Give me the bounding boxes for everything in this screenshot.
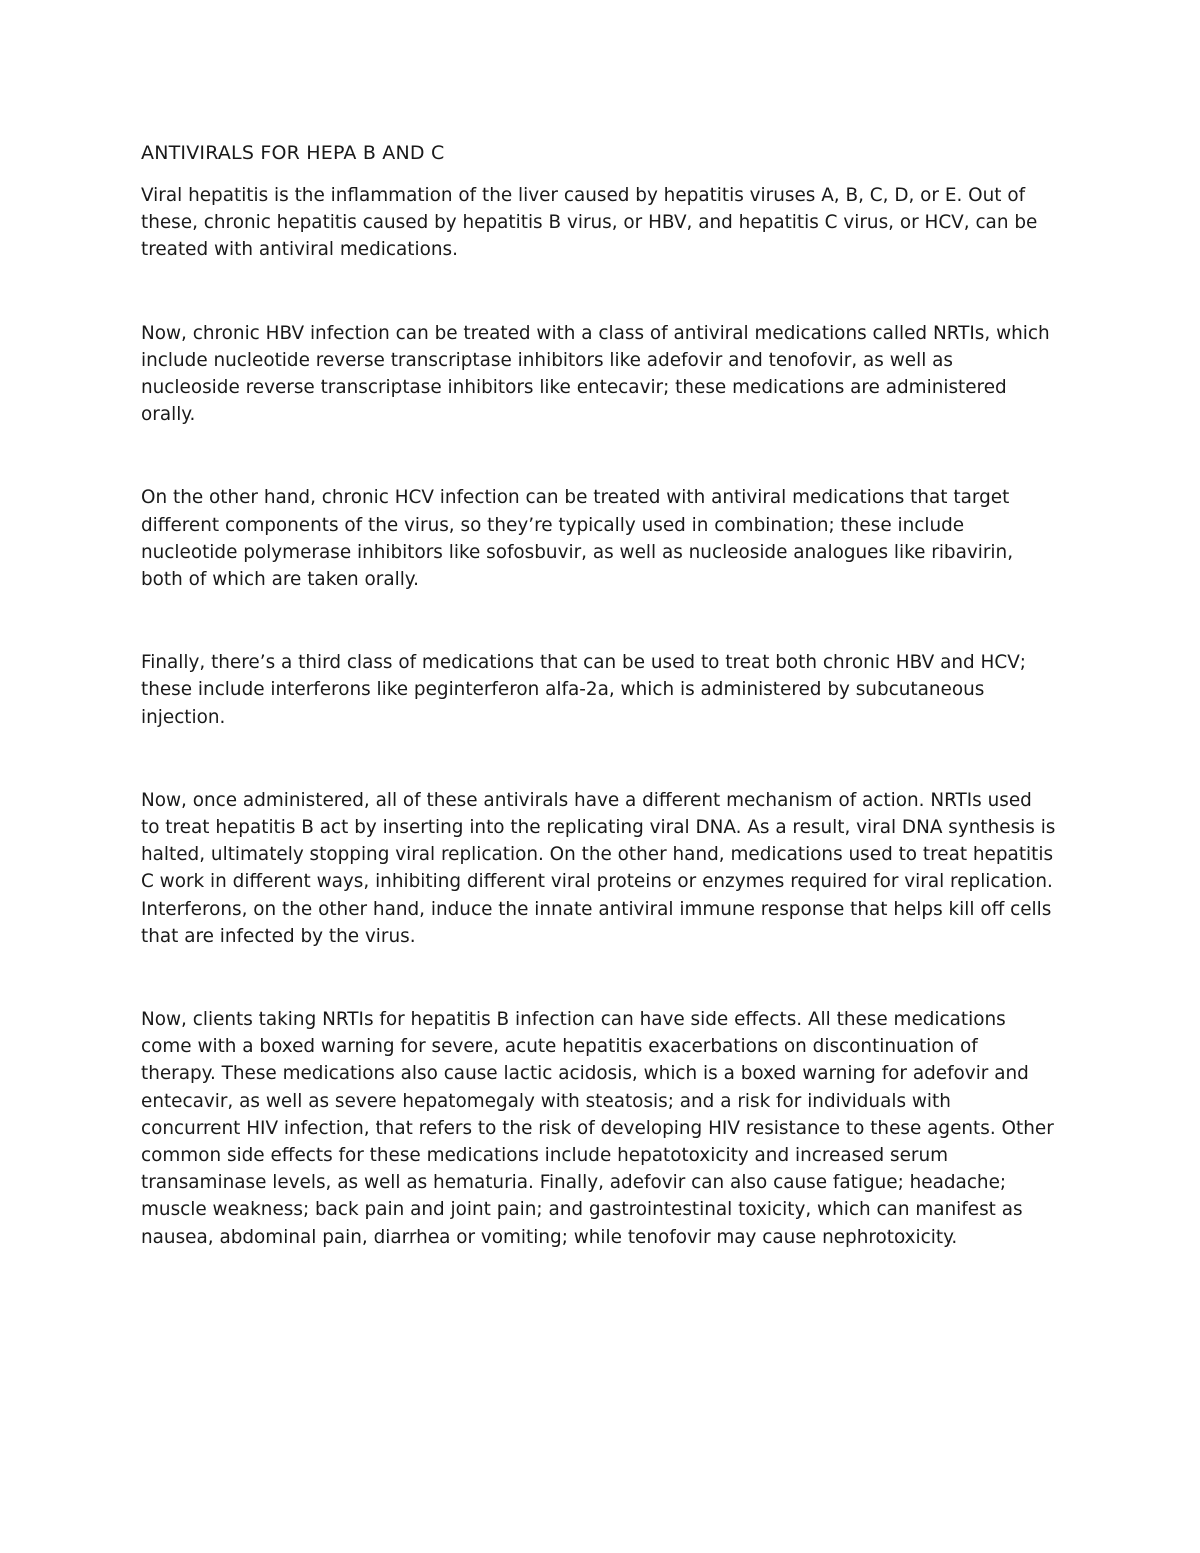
- paragraph-hcv-treatment: On the other hand, chronic HCV infection can be treated with antiviral medications that target different components of the virus, so they’re typically used in combination; these include nucleotide polymerase inhibitors like sofosbuvir, as well as nucleoside analogues like ribavirin, both of which are taken orally.: [141, 487, 1014, 591]
- paragraph-spacer: [141, 593, 1056, 649]
- paragraph-intro: Viral hepatitis is the inflammation of the liver caused by hepatitis viruses A, B, C, D, or E. Out of these, chronic hepatitis caused by hepatitis B virus, or HBV, and hepatitis C virus, or HCV, can be treated with antiviral medications.: [141, 185, 1038, 261]
- paragraph-mechanism: Now, once administered, all of these antivirals have a different mechanism of action. NRTIs used to treat hepatitis B act by inserting into the replicating viral DNA. As a result, viral DNA synthesis is halted, ultimately stopping viral replication. On the other hand, medications used to treat hepatitis C work in different ways, inhibiting different viral proteins or enzymes required for viral replication. Interferons, on the other hand, induce the innate antiviral immune response that helps kill off cells that are infected by the virus.: [141, 789, 1056, 947]
- paragraph-spacer: [141, 731, 1056, 787]
- paragraph-spacer: [141, 950, 1056, 1006]
- document-page: [141, 140, 1056, 1251]
- document-title: ANTIVIRALS FOR HEPA B AND C: [141, 142, 445, 164]
- paragraph-hbv-treatment: Now, chronic HBV infection can be treated with a class of antiviral medications called NRTIs, which include nucleotide reverse transcriptase inhibitors like adefovir and tenofovir, as well as nucleoside reverse transcriptase inhibitors like entecavir; these medications are administered orally.: [141, 322, 1050, 426]
- paragraph-interferons: Finally, there’s a third class of medications that can be used to treat both chronic HBV and HCV; these include interferons like peginterferon alfa-2a, which is administered by subcutaneous injection.: [141, 652, 1026, 728]
- paragraph-side-effects: Now, clients taking NRTIs for hepatitis B infection can have side effects. All these medications come with a boxed warning for severe, acute hepatitis exacerbations on discontinuation of therapy. These medications also cause lactic acidosis, which is a boxed warning for adefovir and entecavir, as well as severe hepatomegaly with steatosis; and a risk for individuals with concurrent HIV infection, that refers to the risk of developing HIV resistance to these agents. Other common side effects for these medications include hepatotoxicity and increased serum transaminase levels, as well as hematuria. Finally, adefovir can also cause fatigue; headache; muscle weakness; back pain and joint pain; and gastrointestinal toxicity, which can manifest as nausea, abdominal pain, diarrhea or vomiting; while tenofovir may cause nephrotoxicity.: [141, 1009, 1054, 1248]
- paragraph-spacer: [141, 428, 1056, 484]
- paragraph-spacer: [141, 264, 1056, 320]
